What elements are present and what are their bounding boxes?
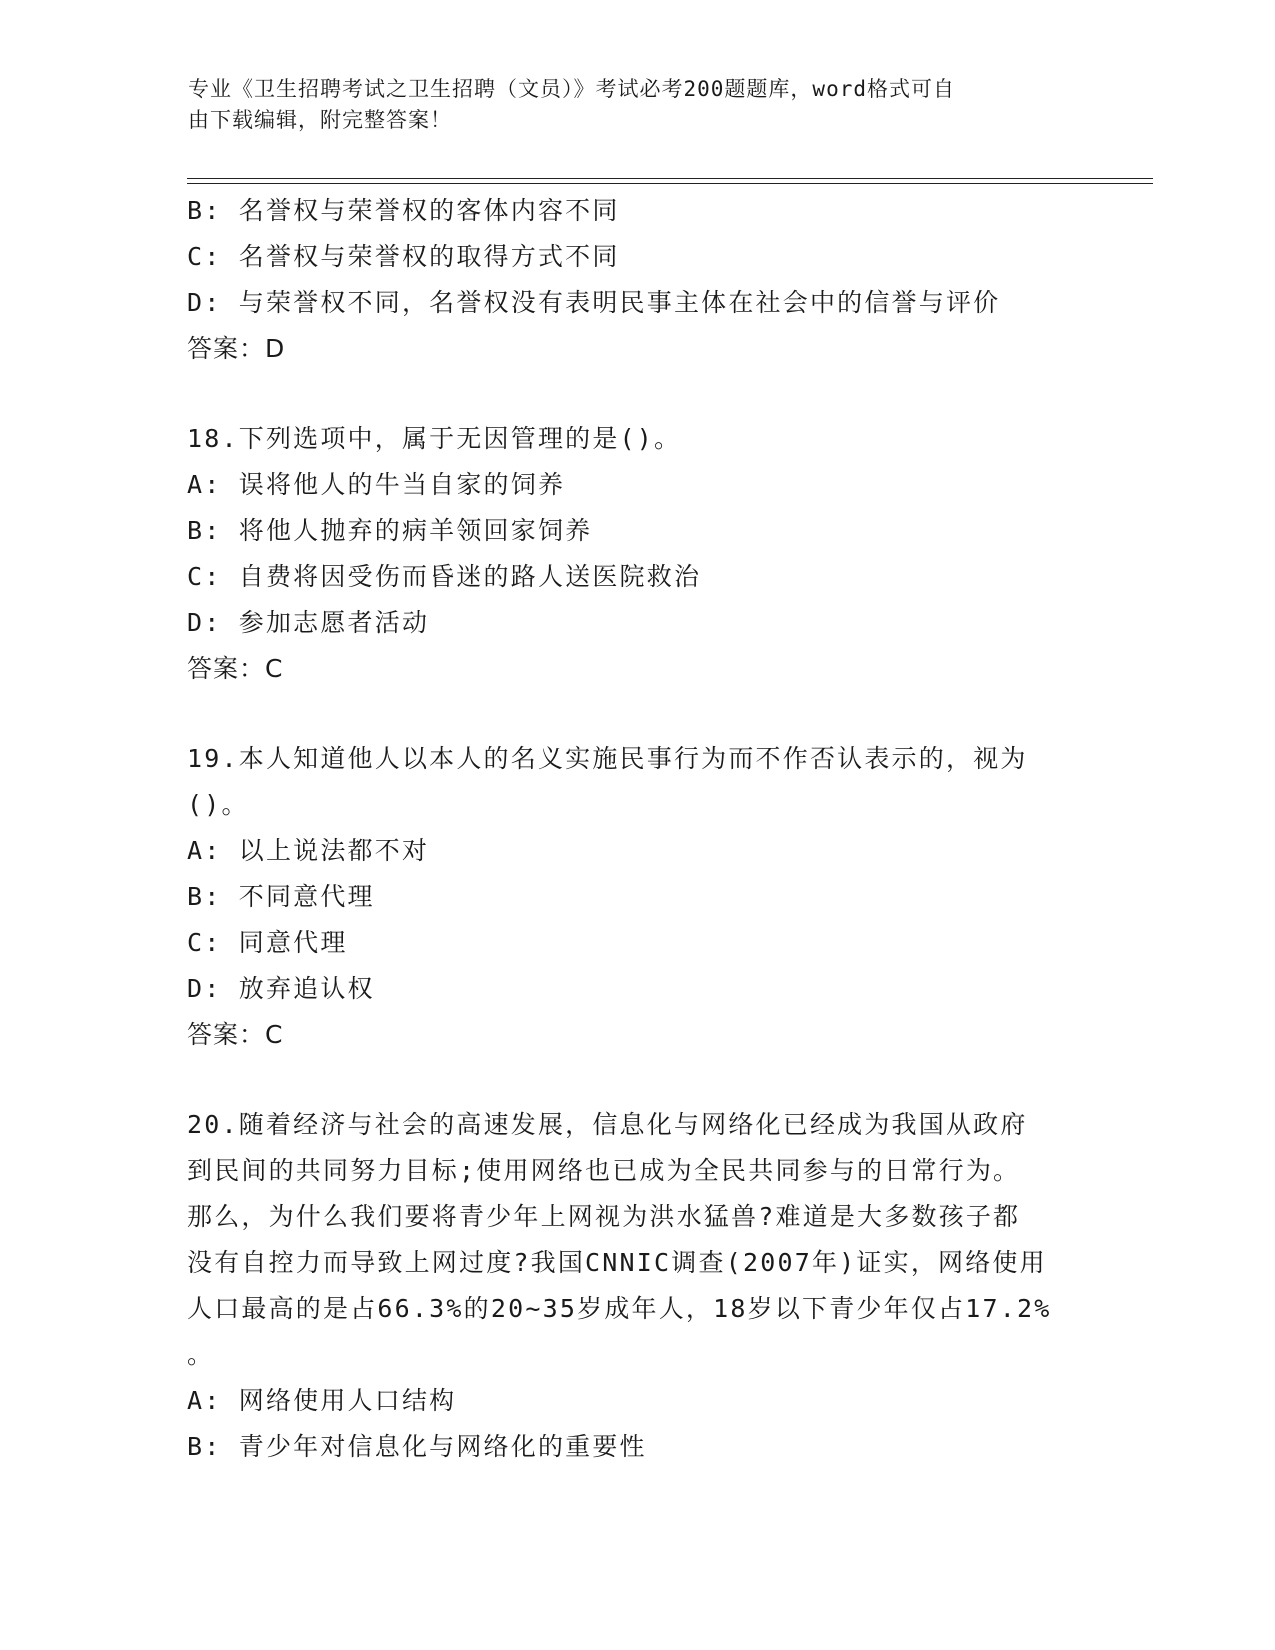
q19-question-line-1: 19.本人知道他人以本人的名义实施民事行为而不作否认表示的，视为 [187,744,1028,773]
q17-option-d: D: 与荣誉权不同，名誉权没有表明民事主体在社会中的信誉与评价 [187,288,1001,317]
spacer [187,372,1087,416]
q19-answer: 答案：C [187,1020,284,1049]
q20-question-line: 。 [187,1340,215,1369]
q18-option-a: A: 误将他人的牛当自家的饲养 [187,470,566,499]
header-line-2: 由下载编辑，附完整答案！ [188,108,452,132]
question-18 [187,416,1087,692]
spacer [187,1058,1087,1102]
q18-option-b: B: 将他人抛弃的病羊领回家饲养 [187,516,593,545]
document-header [188,74,1068,136]
q20-question-line: 人口最高的是占66.3%的20~35岁成年人，18岁以下青少年仅占17.2% [187,1294,1052,1323]
header-divider-top [187,178,1153,179]
q19-question-line-2: ()。 [187,790,249,819]
q20-question-line: 到民间的共同努力目标;使用网络也已成为全民共同参与的日常行为。 [187,1156,1021,1185]
q17-answer: 答案：D [187,334,286,363]
header-divider-bottom [187,183,1153,184]
q20-question-line: 那么，为什么我们要将青少年上网视为洪水猛兽?难道是大多数孩子都 [187,1202,1021,1231]
q20-option-b: B: 青少年对信息化与网络化的重要性 [187,1432,647,1461]
q18-answer: 答案：C [187,654,284,683]
q17-option-b: B: 名誉权与荣誉权的客体内容不同 [187,196,620,225]
q17-option-c: C: 名誉权与荣誉权的取得方式不同 [187,242,620,271]
q18-question: 18.下列选项中，属于无因管理的是()。 [187,424,682,453]
question-17 [187,188,1087,372]
q18-option-c: C: 自费将因受伤而昏迷的路人送医院救治 [187,562,702,591]
document-content [187,188,1087,1470]
header-line-1: 专业《卫生招聘考试之卫生招聘（文员）》考试必考200题题库，word格式可自 [188,77,955,101]
q19-option-c: C: 同意代理 [187,928,348,957]
q19-option-b: B: 不同意代理 [187,882,375,911]
spacer [187,692,1087,736]
q19-option-d: D: 放弃追认权 [187,974,375,1003]
question-19 [187,736,1087,1058]
q20-question-line: 20.随着经济与社会的高速发展，信息化与网络化已经成为我国从政府 [187,1110,1028,1139]
q18-option-d: D: 参加志愿者活动 [187,608,430,637]
question-20 [187,1102,1087,1470]
q20-question-line: 没有自控力而导致上网过度?我国CNNIC调查(2007年)证实，网络使用 [187,1248,1047,1277]
q19-option-a: A: 以上说法都不对 [187,836,430,865]
q20-option-a: A: 网络使用人口结构 [187,1386,457,1415]
